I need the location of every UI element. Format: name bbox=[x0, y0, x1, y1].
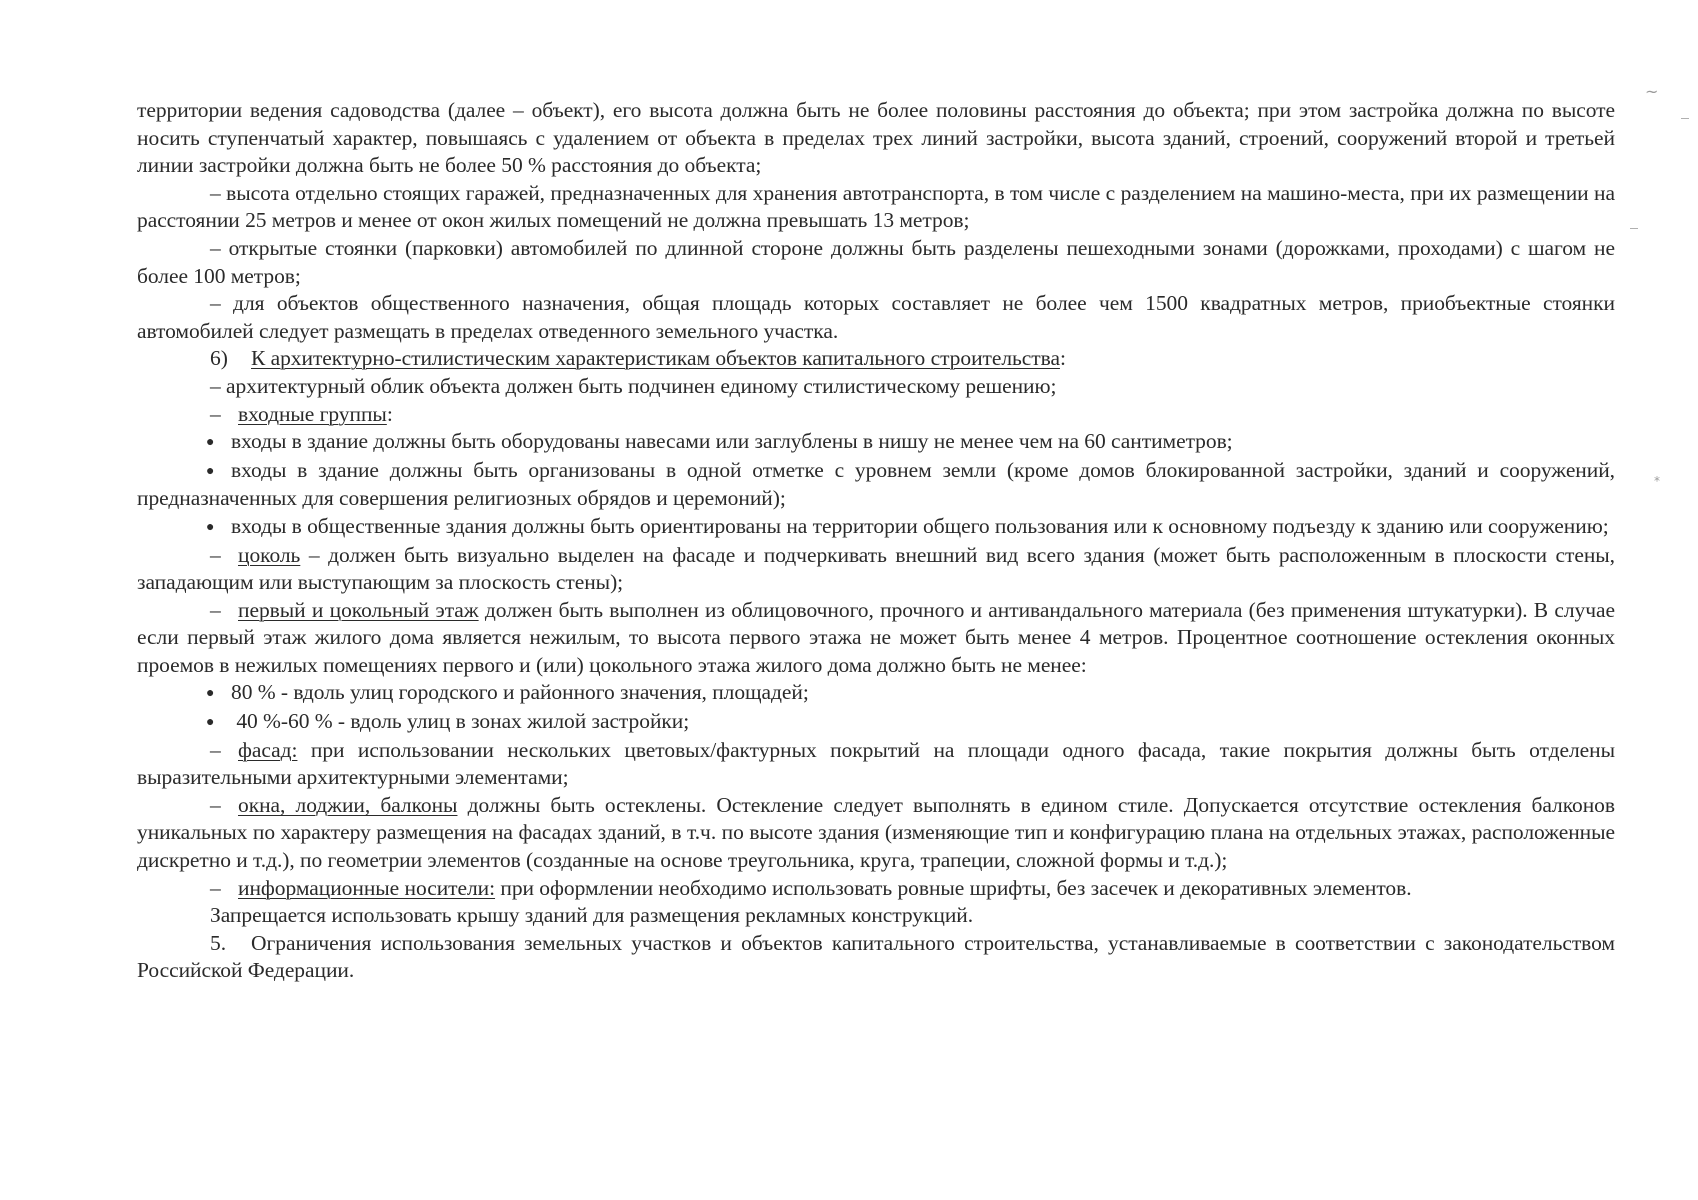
dash: – bbox=[210, 597, 221, 622]
dash: – bbox=[210, 792, 221, 817]
term-first-floor: первый и цокольный этаж bbox=[238, 597, 479, 622]
paragraph-1: территории ведения садоводства (далее – объект), его высота должна быть не более половины расстояния до объекта; при этом застройка должна по высоте носить ступенчатый характер, повышаясь с удалением от объекта в пределах трех линий застройки, высота зданий, строений, сооружений второй и третьей линии застройки должна быть не более 50 % расстояния до объекта; bbox=[137, 98, 1615, 178]
scan-mark-top-right: ~ bbox=[1645, 82, 1659, 101]
bullet-text: входы в здание должны быть организованы в одной отметке с уровнем земли (кроме домов блокированной застройки, зданий и сооружений, предназначенных для совершения религиозных обрядов и церемоний); bbox=[137, 457, 1615, 511]
term-windows: окна, лоджии, балконы bbox=[238, 792, 458, 817]
bullet-text: 40 %-60 % - вдоль улиц в зонах жилой застройки; bbox=[231, 709, 690, 734]
bullet-text: входы в общественные здания должны быть ориентированы на территории общего пользования или к основному подъезду к зданию или сооружению; bbox=[231, 513, 1609, 538]
term-plinth: цоколь bbox=[238, 542, 301, 567]
bullet-icon: ● bbox=[206, 715, 215, 731]
paragraph-roof-ban: Запрещается использовать крышу зданий для размещения рекламных конструкций. bbox=[210, 903, 974, 928]
paragraph-plinth bbox=[137, 542, 1615, 597]
bullet-text: 80 % - вдоль улиц городского и районного значения, площадей; bbox=[231, 680, 809, 705]
paragraph-3: – открытые стоянки (парковки) автомобилей по длинной стороне должны быть разделены пешеходными зонами (дорожками, проходами) с шагом не более 100 метров; bbox=[137, 235, 1615, 288]
section-text: Ограничения использования земельных участков и объектов капитального строительства, устанавливаемые в соответствии с законодательством Российской Федерации. bbox=[137, 930, 1615, 983]
paragraph-6: – архитектурный облик объекта должен быть подчинен единому стилистическому решению; bbox=[210, 373, 1057, 398]
scan-mark-right-middle: * bbox=[1654, 474, 1660, 488]
scan-dash-mark bbox=[1630, 228, 1638, 229]
bullet-icon: ● bbox=[206, 519, 215, 535]
paragraph-info-carriers bbox=[137, 875, 1615, 903]
dash: – bbox=[210, 737, 221, 762]
paragraph-7 bbox=[137, 401, 1615, 429]
document-page bbox=[137, 97, 1615, 985]
bullet-item-5 bbox=[137, 708, 1615, 737]
section-5-heading bbox=[137, 930, 1615, 985]
section-heading-text: К архитектурно-стилистическим характеристикам объектов капитального строительства bbox=[251, 346, 1060, 371]
section-number: 5. bbox=[210, 930, 227, 955]
section-heading-tail: : bbox=[1059, 346, 1066, 371]
paragraph-facade bbox=[137, 737, 1615, 792]
section-6-heading bbox=[137, 345, 1615, 373]
term-facade: фасад: bbox=[238, 737, 298, 762]
bullet-item-3 bbox=[137, 513, 1615, 542]
term-tail: при оформлении необходимо использовать ровные шрифты, без засечек и декоративных элементов. bbox=[495, 875, 1412, 900]
dash: – bbox=[210, 875, 221, 900]
term-info-carriers: информационные носители: bbox=[238, 875, 496, 900]
term-entry-groups: входные группы bbox=[238, 401, 387, 426]
bullet-icon: ● bbox=[206, 686, 215, 702]
term-tail: при использовании нескольких цветовых/фактурных покрытий на площади одного фасада, такие покрытия должны быть отделены выразительными архитектурными элементами; bbox=[137, 737, 1615, 790]
bullet-item-2 bbox=[137, 457, 1615, 513]
dash: – bbox=[210, 542, 221, 567]
dash: – bbox=[210, 401, 221, 426]
bullet-icon: ● bbox=[206, 463, 215, 479]
paragraph-windows bbox=[137, 792, 1615, 875]
term-tail: должны быть остеклены. Остекление следует выполнять в едином стиле. Допускается отсутствие остекления балконов уникальных по характеру размещения на фасадах зданий, в т.ч. по высоте здания (изменяющие тип и конфигурацию плана на отдельных этажах, расположенные дискретно и т.д.), по геометрии элементов (созданные на основе треугольника, круга, трапеции, сложной формы и т.д.); bbox=[137, 792, 1615, 873]
paragraph-4: – для объектов общественного назначения, общая площадь которых составляет не более чем 1500 квадратных метров, приобъектные стоянки автомобилей следует размещать в пределах отведенного земельного участка. bbox=[137, 291, 1615, 343]
paragraph-first-floor bbox=[137, 597, 1615, 680]
paragraph-2: – высота отдельно стоящих гаражей, предназначенных для хранения автотранспорта, в том числе с разделением на машино-места, при их размещении на расстоянии 25 метров и менее от окон жилых помещений не должна превышать 13 метров; bbox=[137, 180, 1615, 233]
bullet-icon: ● bbox=[206, 435, 215, 451]
bullet-item-1 bbox=[137, 428, 1615, 457]
bullet-item-4 bbox=[137, 679, 1615, 708]
scan-dash-mark bbox=[1681, 118, 1689, 119]
section-number: 6) bbox=[210, 346, 228, 371]
term-tail: должен быть выполнен из облицовочного, прочного и антивандального материала (без применения штукатурки). В случае если первый этаж жилого дома является нежилым, то высота первого этажа не может быть менее 4 метров. Процентное соотношение остекления оконных проемов в нежилых помещениях первого и (или) цокольного этажа жилого дома должно быть не менее: bbox=[137, 597, 1615, 677]
term-tail: – должен быть визуально выделен на фасаде и подчеркивать внешний вид всего здания (может быть расположенным в плоскости стены, западающим или выступающим за плоскость стены); bbox=[137, 542, 1615, 595]
term-tail: : bbox=[386, 401, 393, 426]
bullet-text: входы в здание должны быть оборудованы навесами или заглублены в нишу не менее чем на 60 сантиметров; bbox=[231, 429, 1233, 454]
